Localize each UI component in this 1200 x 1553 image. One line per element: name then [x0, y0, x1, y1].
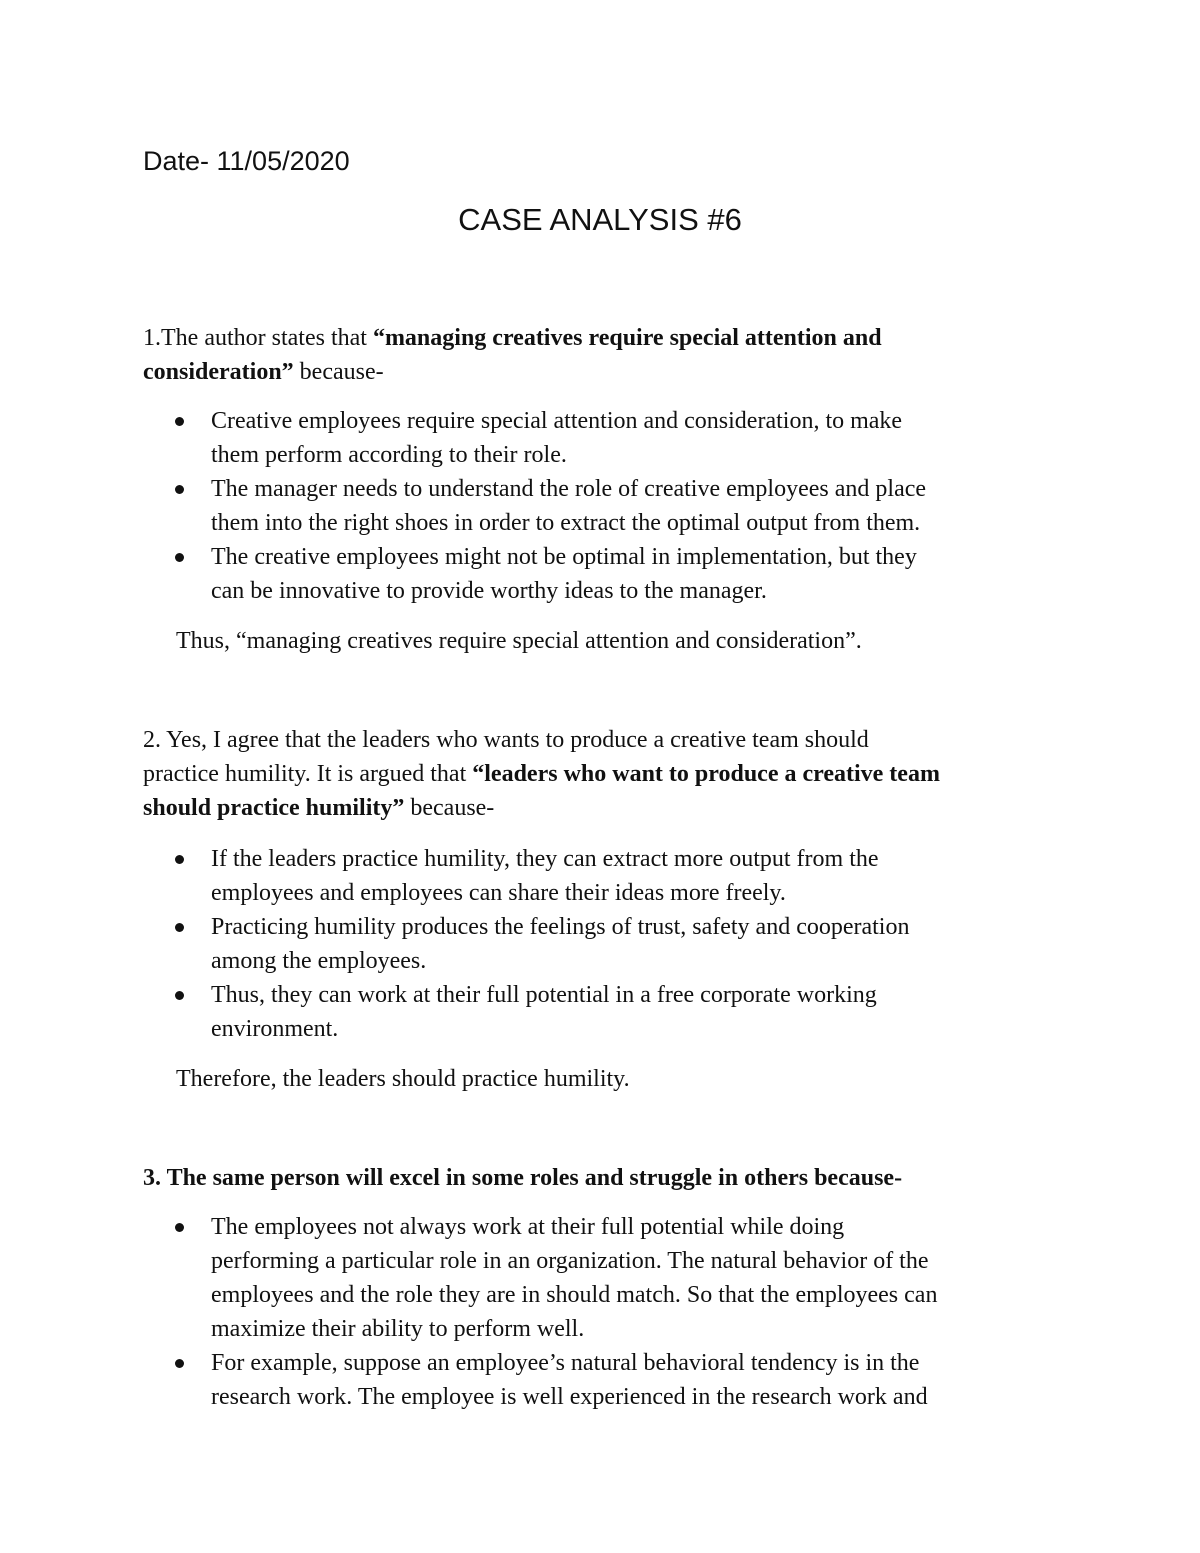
bullet-icon: [175, 991, 184, 1000]
list-item: [143, 472, 1063, 540]
list-item: [143, 540, 1063, 608]
list-item-line: The manager needs to understand the role of creative employees and place: [211, 476, 927, 502]
list-item-line: performing a particular role in an organization. The natural behavior of the: [211, 1248, 929, 1274]
list-item-line: Creative employees require special attention and consideration, to make: [211, 408, 903, 434]
q1-intro-prefix: 1.The author states that: [143, 325, 373, 351]
q2-intro-bold-1: “leaders who want to produce a creative team: [472, 761, 940, 787]
list-item-line: environment.: [211, 1016, 339, 1042]
q1-summary: Thus, “managing creatives require special attention and consideration”.: [176, 628, 862, 654]
document-date: Date- 11/05/2020: [143, 146, 350, 176]
q1-intro-suffix: because-: [293, 359, 384, 385]
document-title: CASE ANALYSIS #6: [458, 202, 742, 237]
bullet-icon: [175, 485, 184, 494]
list-item-line: among the employees.: [211, 948, 427, 974]
list-item: [143, 1210, 1063, 1346]
list-item: [143, 910, 1063, 978]
list-item-line: them perform according to their role.: [211, 442, 567, 468]
bullet-icon: [175, 417, 184, 426]
bullet-icon: [175, 553, 184, 562]
list-item-line: The employees not always work at their full potential while doing: [211, 1214, 845, 1240]
q1-intro: [143, 321, 1063, 389]
list-item-line: employees and the role they are in should match. So that the employees can: [211, 1282, 938, 1308]
q1-intro-bold-2: consideration”: [143, 359, 294, 385]
list-item: [143, 404, 1063, 472]
list-item: [143, 1346, 1063, 1414]
q2-summary: Therefore, the leaders should practice humility.: [176, 1066, 630, 1092]
q2-intro-line-1: 2. Yes, I agree that the leaders who wants to produce a creative team should: [143, 727, 869, 753]
bullet-icon: [175, 1359, 184, 1368]
list-item-line: If the leaders practice humility, they can extract more output from the: [211, 846, 879, 872]
list-item-line: them into the right shoes in order to extract the optimal output from them.: [211, 510, 921, 536]
list-item-line: maximize their ability to perform well.: [211, 1316, 585, 1342]
q2-intro-prefix: practice humility. It is argued that: [143, 761, 473, 787]
bullet-icon: [175, 923, 184, 932]
list-item-line: can be innovative to provide worthy ideas to the manager.: [211, 578, 767, 604]
list-item-line: For example, suppose an employee’s natural behavioral tendency is in the: [211, 1350, 920, 1376]
q3-bullet-list: [143, 1210, 1063, 1414]
q2-intro-bold-2: should practice humility”: [143, 795, 405, 821]
q1-bullet-list: [143, 404, 1063, 608]
q2-intro-suffix: because-: [404, 795, 495, 821]
bullet-icon: [175, 1223, 184, 1232]
q3-heading: 3. The same person will excel in some roles and struggle in others because-: [143, 1165, 903, 1191]
q2-intro: [143, 723, 1063, 825]
list-item-line: The creative employees might not be optimal in implementation, but they: [211, 544, 917, 570]
list-item: [143, 842, 1063, 910]
list-item-line: research work. The employee is well experienced in the research work and: [211, 1384, 928, 1410]
list-item-line: employees and employees can share their ideas more freely.: [211, 880, 786, 906]
list-item-line: Practicing humility produces the feelings of trust, safety and cooperation: [211, 914, 910, 940]
q2-bullet-list: [143, 842, 1063, 1046]
q1-intro-bold-1: “managing creatives require special attention and: [372, 325, 882, 351]
list-item-line: Thus, they can work at their full potential in a free corporate working: [211, 982, 877, 1008]
bullet-icon: [175, 855, 184, 864]
list-item: [143, 978, 1063, 1046]
